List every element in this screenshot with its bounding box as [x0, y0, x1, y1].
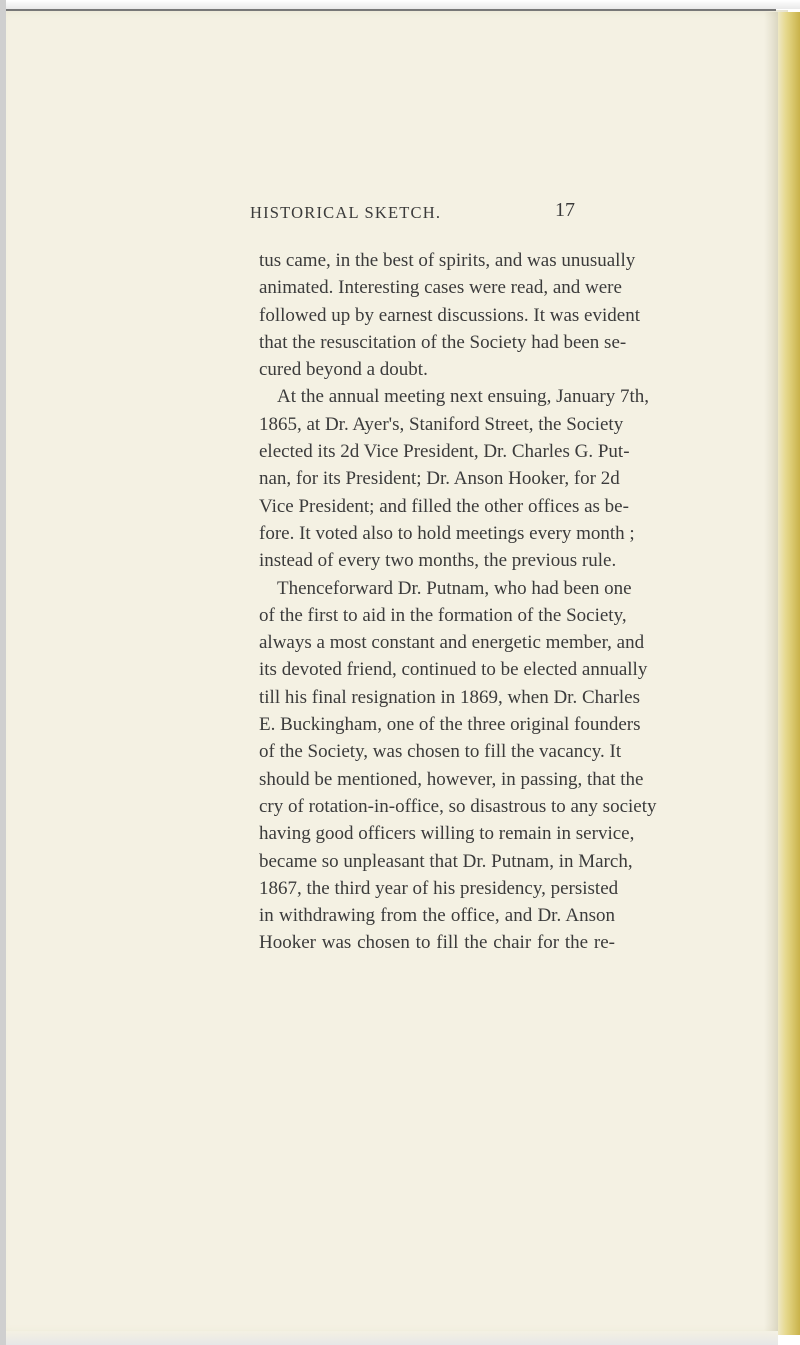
text-line: Thenceforward Dr. Putnam, who had been one — [277, 577, 632, 599]
gutter-shadow — [764, 12, 778, 1335]
running-head: HISTORICAL SKETCH. — [250, 203, 442, 222]
page-bottom-shade — [6, 1331, 778, 1345]
page-number: 17 — [555, 199, 575, 221]
text-line: became so unpleasant that Dr. Putnam, in March, — [259, 850, 633, 872]
book-gutter — [778, 12, 800, 1335]
text-line: elected its 2d Vice President, Dr. Charles G. Put- — [259, 441, 630, 463]
text-line: its devoted friend, continued to be elected annually — [259, 659, 648, 681]
text-line: nan, for its President; Dr. Anson Hooker, for 2d — [259, 468, 620, 490]
text-line: followed up by earnest discussions. It was evident — [259, 304, 640, 326]
text-line: At the annual meeting next ensuing, January 7th, — [277, 386, 649, 408]
page-top-shade — [6, 0, 800, 9]
text-line: till his final resignation in 1869, when Dr. Charles — [259, 686, 641, 708]
body-text — [259, 247, 657, 957]
text-line: 1867, the third year of his presidency, persisted — [259, 877, 619, 899]
text-line: cured beyond a doubt. — [259, 359, 428, 381]
text-line: of the first to aid in the formation of the Society, — [259, 604, 627, 626]
text-line: tus came, in the best of spirits, and was unusually — [259, 250, 636, 271]
text-line: Vice President; and filled the other offices as be- — [259, 495, 629, 517]
text-line: E. Buckingham, one of the three original founders — [259, 714, 641, 736]
text-line: having good officers willing to remain in service, — [259, 823, 635, 845]
text-line: always a most constant and energetic member, and — [259, 632, 645, 654]
text-line: animated. Interesting cases were read, and were — [259, 277, 622, 299]
text-line: Hooker was chosen to fill the chair for the re- — [259, 932, 615, 954]
text-line: instead of every two months, the previous rule. — [259, 550, 617, 572]
text-line: fore. It voted also to hold meetings every month ; — [259, 522, 635, 544]
text-line: 1865, at Dr. Ayer's, Staniford Street, the Society — [259, 413, 624, 435]
text-line: of the Society, was chosen to fill the vacancy. It — [259, 741, 622, 763]
text-line: cry of rotation-in-office, so disastrous to any society — [259, 795, 657, 817]
text-line: in withdrawing from the office, and Dr. Anson — [259, 905, 615, 927]
page-top-edge — [6, 9, 776, 11]
text-line: should be mentioned, however, in passing, that the — [259, 768, 644, 790]
text-line: that the resuscitation of the Society had been se- — [259, 331, 627, 353]
